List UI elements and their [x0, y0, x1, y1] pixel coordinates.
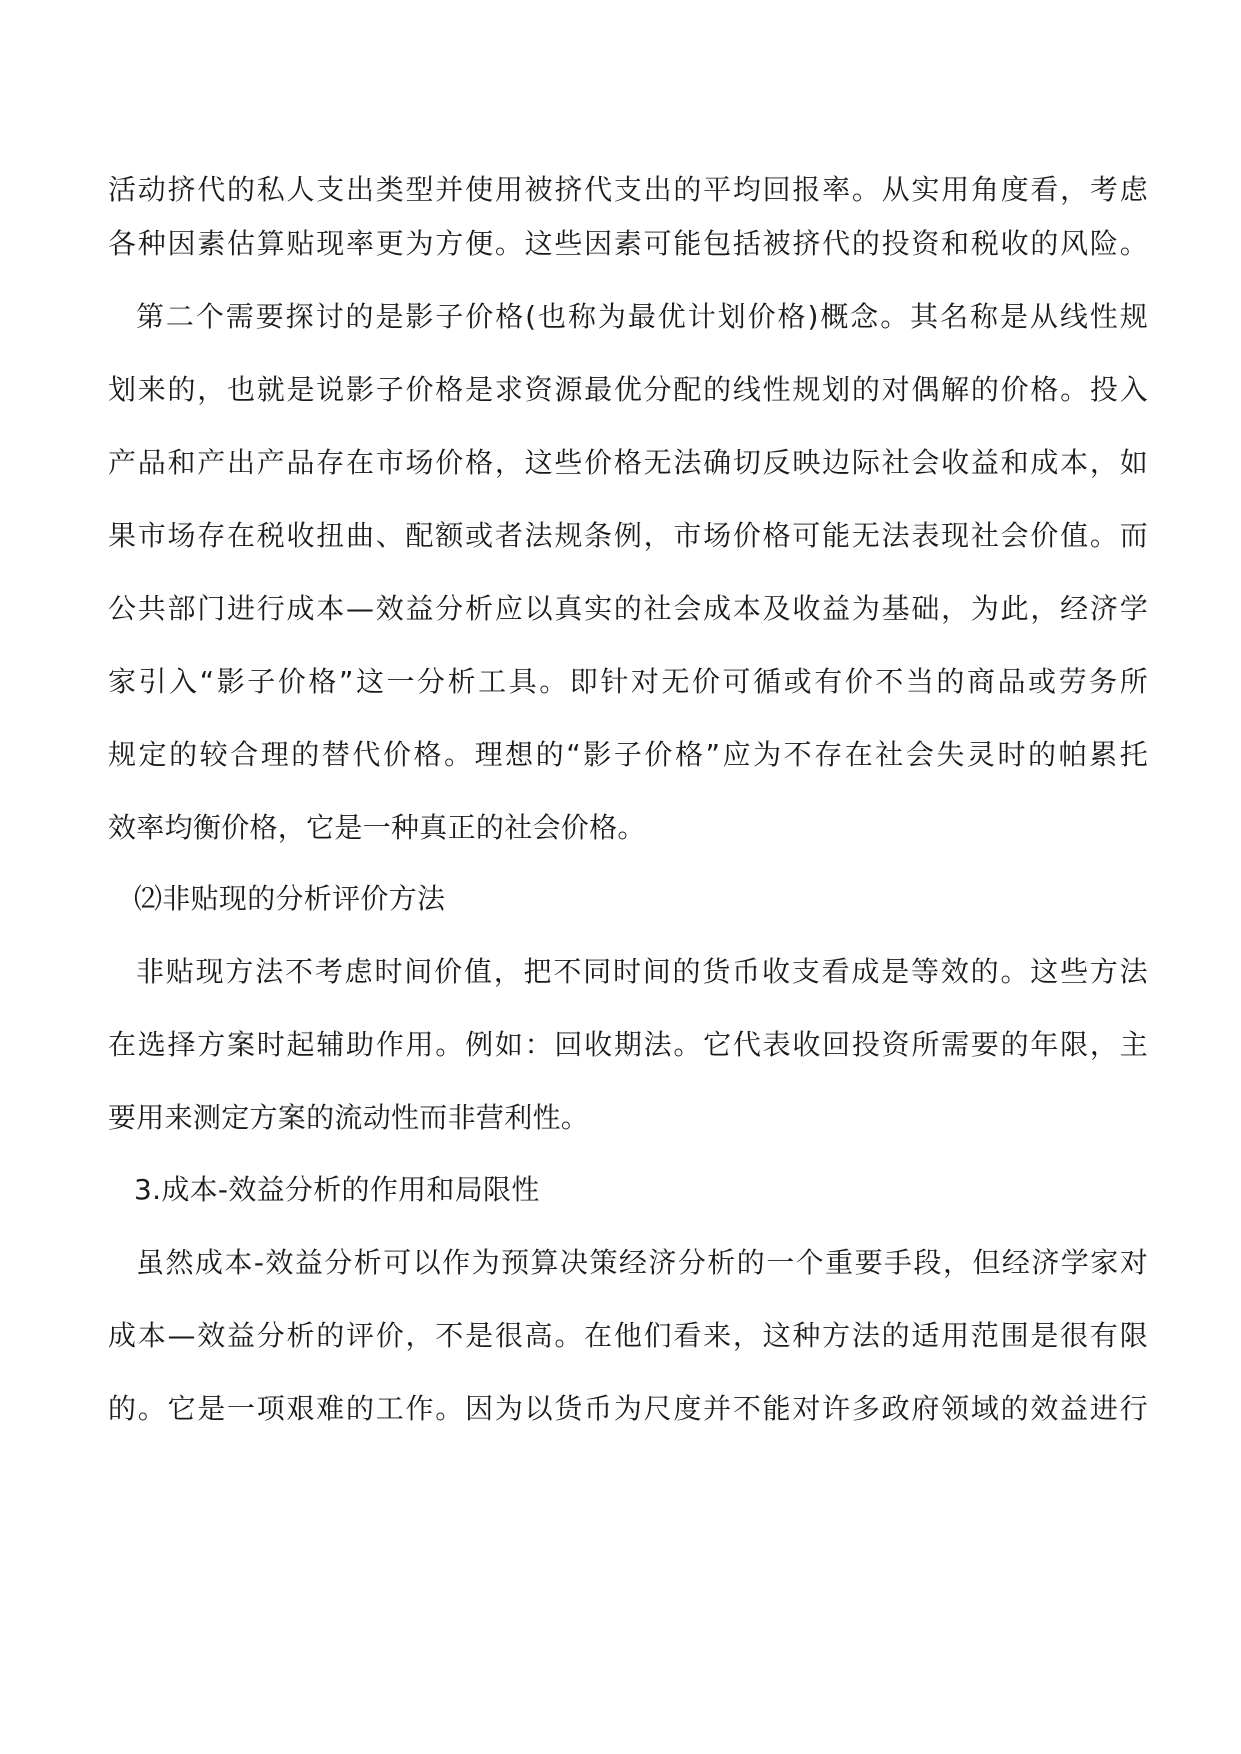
paragraph-line: 产品和产出产品存在市场价格，这些价格无法确切反映边际社会收益和成本，如: [108, 446, 1148, 479]
paragraph-line: 在选择方案时起辅助作用。例如：回收期法。它代表收回投资所需要的年限，主: [108, 1028, 1148, 1061]
paragraph-line: 活动挤代的私人支出类型并使用被挤代支出的平均回报率。从实用角度看，考虑: [108, 173, 1148, 206]
paragraph-line: 非贴现方法不考虑时间价值，把不同时间的货币收支看成是等效的。这些方法: [136, 955, 1148, 988]
paragraph-line: 的。它是一项艰难的工作。因为以货币为尺度并不能对许多政府领域的效益进行: [108, 1392, 1148, 1425]
paragraph-line: 规定的较合理的替代价格。理想的“影子价格”应为不存在社会失灵时的帕累托: [108, 738, 1148, 771]
paragraph-line: 公共部门进行成本—效益分析应以真实的社会成本及收益为基础，为此，经济学: [108, 592, 1148, 625]
paragraph-line: 果市场存在税收扭曲、配额或者法规条例，市场价格可能无法表现社会价值。而: [108, 519, 1148, 552]
paragraph-line: 划来的，也就是说影子价格是求资源最优分配的线性规划的对偶解的价格。投入: [108, 373, 1148, 406]
paragraph-line: 效率均衡价格，它是一种真正的社会价格。: [108, 811, 646, 844]
section-heading: 3.成本-效益分析的作用和局限性: [134, 1173, 540, 1206]
paragraph-line: 各种因素估算贴现率更为方便。这些因素可能包括被挤代的投资和税收的风险。: [108, 227, 1148, 260]
paragraph-line: 要用来测定方案的流动性而非营利性。: [108, 1101, 590, 1134]
section-heading: ⑵非贴现的分析评价方法: [134, 882, 446, 915]
paragraph-line: 第二个需要探讨的是影子价格(也称为最优计划价格)概念。其名称是从线性规: [136, 300, 1148, 333]
paragraph-line: 家引入“影子价格”这一分析工具。即针对无价可循或有价不当的商品或劳务所: [108, 665, 1148, 698]
paragraph-line: 虽然成本-效益分析可以作为预算决策经济分析的一个重要手段，但经济学家对: [136, 1246, 1148, 1279]
paragraph-line: 成本—效益分析的评价，不是很高。在他们看来，这种方法的适用范围是很有限: [108, 1319, 1148, 1352]
